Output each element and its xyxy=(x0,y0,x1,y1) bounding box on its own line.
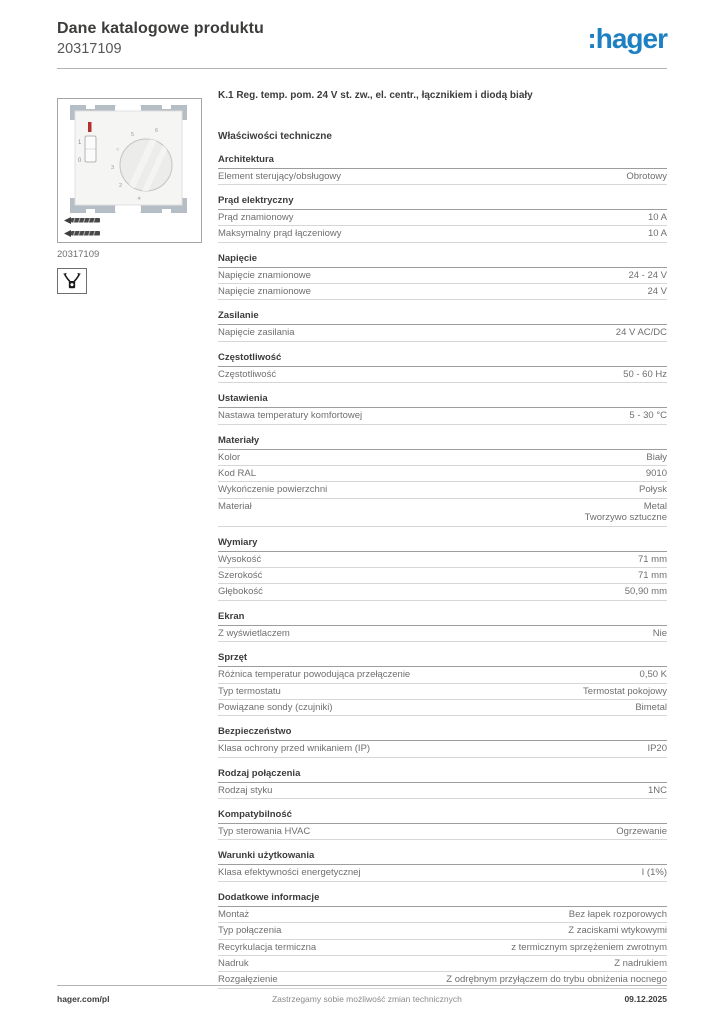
spec-section xyxy=(218,726,667,757)
spec-section-title: Materiały xyxy=(218,435,667,450)
spec-value: 50,90 mm xyxy=(624,586,667,598)
spec-values xyxy=(259,958,667,969)
switch-on-label: 1 xyxy=(78,140,82,146)
spec-section-rows xyxy=(218,450,667,527)
spec-section-title: Prąd elektryczny xyxy=(218,195,667,210)
spec-section-rows xyxy=(218,408,667,424)
spec-row xyxy=(218,956,667,972)
footer-disclaimer: Zastrzegamy sobie możliwość zmian technicznych xyxy=(271,994,462,1004)
spec-label: Wykończenie powierzchni xyxy=(218,484,328,496)
spec-row xyxy=(218,325,667,341)
dial-mark: 6 xyxy=(155,128,159,134)
spec-value: Z nadrukiem xyxy=(614,958,667,970)
spec-label: Głębokość xyxy=(218,586,263,598)
spec-section-rows xyxy=(218,626,667,642)
spec-row xyxy=(218,923,667,939)
spec-row xyxy=(218,226,667,242)
dial-mark: ✳ xyxy=(137,196,142,202)
spec-values xyxy=(420,669,667,680)
spec-section-title: Bezpieczeństwo xyxy=(218,726,667,741)
spec-section xyxy=(218,253,667,301)
spec-values xyxy=(352,228,667,239)
footer-site: hager.com/pl xyxy=(57,994,110,1004)
spec-label: Kod RAL xyxy=(218,468,257,480)
properties-heading: Właściwości techniczne xyxy=(218,130,332,142)
spec-label: Typ termostatu xyxy=(218,685,281,697)
spec-values xyxy=(286,369,667,380)
spec-value: 24 - 24 V xyxy=(628,269,667,281)
spec-row xyxy=(218,907,667,923)
spec-label: Prąd znamionowy xyxy=(218,211,294,223)
spec-section-rows xyxy=(218,325,667,341)
spec-value: z termicznym sprzężeniem zwrotnym xyxy=(511,941,667,953)
spec-section-rows xyxy=(218,169,667,185)
header-divider xyxy=(57,68,667,69)
spec-section xyxy=(218,652,667,716)
spec-values xyxy=(321,270,667,281)
spec-label: Montaż xyxy=(218,908,250,920)
spec-row xyxy=(218,450,667,466)
spec-value: Nie xyxy=(652,627,667,639)
spec-row xyxy=(218,408,667,424)
spec-section-rows xyxy=(218,552,667,601)
spec-section xyxy=(218,892,667,989)
plug-in-terminals-icon xyxy=(57,268,87,294)
spec-row xyxy=(218,499,667,527)
spec-values xyxy=(351,171,667,182)
hager-logo: :hager xyxy=(587,23,667,54)
dial-mark: 2 xyxy=(119,183,123,189)
spec-value: 24 V xyxy=(647,286,667,298)
spec-row xyxy=(218,210,667,226)
spec-label: Nastawa temperatury komfortowej xyxy=(218,410,363,422)
spec-section-title: Wymiary xyxy=(218,537,667,552)
page-title: Dane katalogowe produktu xyxy=(57,20,264,37)
dial-mark: ○ xyxy=(116,147,120,153)
spec-label: Szerokość xyxy=(218,569,263,581)
spec-value: Bimetal xyxy=(635,701,667,713)
spec-section-title: Warunki użytkowania xyxy=(218,850,667,865)
spec-section-rows xyxy=(218,268,667,301)
spec-value: Połysk xyxy=(639,484,667,496)
spec-values xyxy=(273,586,667,597)
spec-label: Napięcie znamionowe xyxy=(218,286,311,298)
spec-section-rows xyxy=(218,741,667,757)
spec-value: 10 A xyxy=(647,211,667,223)
spec-value: 71 mm xyxy=(637,553,667,565)
spec-row xyxy=(218,700,667,716)
spec-label: Element sterujący/obsługowy xyxy=(218,170,342,182)
spec-values xyxy=(291,686,667,697)
dial-mark: 3 xyxy=(111,165,115,171)
spec-section-title: Architektura xyxy=(218,154,667,169)
spec-label: Różnica temperatur powodująca przełączenie xyxy=(218,669,411,681)
product-image-label: 20317109 xyxy=(57,249,100,260)
spec-section-title: Kompatybilność xyxy=(218,809,667,824)
spec-section xyxy=(218,352,667,383)
spec-label: Napięcie znamionowe xyxy=(218,269,311,281)
spec-label: Powiązane sondy (czujniki) xyxy=(218,701,333,713)
led-indicator xyxy=(88,122,92,132)
spec-label: Częstotliwość xyxy=(218,368,277,380)
spec-values xyxy=(259,909,667,920)
spec-values xyxy=(326,942,667,953)
spec-values xyxy=(305,327,667,338)
spec-values xyxy=(337,484,667,495)
spec-section xyxy=(218,809,667,840)
spec-value: I (1%) xyxy=(641,867,667,879)
spec-row xyxy=(218,284,667,300)
spec-value: 9010 xyxy=(645,468,667,480)
spec-row xyxy=(218,568,667,584)
spec-row xyxy=(218,584,667,600)
spec-value: 71 mm xyxy=(637,569,667,581)
spec-section-title: Rodzaj połączenia xyxy=(218,768,667,783)
spec-row xyxy=(218,169,667,185)
spec-section-title: Zasilanie xyxy=(218,310,667,325)
spec-section-rows xyxy=(218,907,667,989)
spec-label: Nadruk xyxy=(218,958,249,970)
spec-section-rows xyxy=(218,824,667,840)
spec-label: Maksymalny prąd łączeniowy xyxy=(218,228,342,240)
spec-value: Tworzywo sztuczne xyxy=(584,512,667,524)
spec-value: Biały xyxy=(646,451,667,463)
spec-value: Metal xyxy=(643,500,667,512)
spec-values xyxy=(300,628,667,639)
spec-section xyxy=(218,768,667,799)
spec-label: Typ połączenia xyxy=(218,925,282,937)
spec-section-rows xyxy=(218,783,667,799)
spec-row xyxy=(218,824,667,840)
spec-section xyxy=(218,435,667,527)
dial-mark: 5 xyxy=(131,132,135,138)
spec-section-rows xyxy=(218,367,667,383)
spec-values xyxy=(262,501,667,524)
spec-section xyxy=(218,850,667,881)
spec-section-rows xyxy=(218,865,667,881)
spec-value: 1NC xyxy=(647,784,667,796)
spec-value: 5 - 30 °C xyxy=(629,410,667,422)
spec-row xyxy=(218,268,667,284)
screw xyxy=(64,217,100,224)
spec-label: Z wyświetlaczem xyxy=(218,627,290,639)
spec-value: 50 - 60 Hz xyxy=(623,368,667,380)
spec-values xyxy=(380,743,667,754)
spec-value: Z odrębnym przyłączem do trybu obniżenia nocnego xyxy=(446,974,667,986)
spec-values xyxy=(321,286,667,297)
switch-off-label: 0 xyxy=(78,158,82,164)
spec-label: Recyrkulacja termiczna xyxy=(218,941,317,953)
product-title: K.1 Reg. temp. pom. 24 V st. zw., el. centr., łącznikiem i diodą biały xyxy=(218,90,533,101)
page-header xyxy=(57,20,667,68)
spec-label: Kolor xyxy=(218,451,241,463)
spec-section-title: Ustawienia xyxy=(218,393,667,408)
spec-values xyxy=(250,452,667,463)
product-media-column xyxy=(57,98,203,294)
spec-label: Typ sterowania HVAC xyxy=(218,826,311,838)
spec-value: IP20 xyxy=(647,743,667,755)
spec-values xyxy=(343,702,667,713)
spec-section xyxy=(218,310,667,341)
spec-row xyxy=(218,684,667,700)
product-image xyxy=(57,98,202,243)
spec-row xyxy=(218,482,667,498)
thermostat-illustration xyxy=(58,99,201,242)
spec-value: 10 A xyxy=(647,228,667,240)
spec-section-title: Dodatkowe informacje xyxy=(218,892,667,907)
spec-section-title: Ekran xyxy=(218,611,667,626)
spec-row xyxy=(218,783,667,799)
spec-values xyxy=(271,554,667,565)
spec-value: Ogrzewanie xyxy=(616,826,667,838)
spec-row xyxy=(218,865,667,881)
spec-section-title: Sprzęt xyxy=(218,652,667,667)
spec-section xyxy=(218,611,667,642)
spec-label: Rodzaj styku xyxy=(218,784,273,796)
spec-value: Termostat pokojowy xyxy=(583,685,667,697)
spec-value: 0,50 K xyxy=(639,669,667,681)
spec-section-rows xyxy=(218,210,667,243)
spec-row xyxy=(218,367,667,383)
footer-date: 09.12.2025 xyxy=(624,994,667,1004)
spec-values xyxy=(304,212,667,223)
spec-value: 24 V AC/DC xyxy=(615,327,667,339)
spec-section-title: Częstotliwość xyxy=(218,352,667,367)
spec-label: Klasa ochrony przed wnikaniem (IP) xyxy=(218,743,371,755)
spec-values xyxy=(272,570,667,581)
spec-row xyxy=(218,466,667,482)
screw xyxy=(64,230,100,237)
spec-label: Napięcie zasilania xyxy=(218,327,295,339)
spec-section xyxy=(218,154,667,185)
spec-label: Wysokość xyxy=(218,553,262,565)
spec-section xyxy=(218,195,667,243)
spec-row xyxy=(218,552,667,568)
header-product-number: 20317109 xyxy=(57,41,122,57)
spec-label: Materiał xyxy=(218,500,252,512)
spec-row xyxy=(218,626,667,642)
main-content xyxy=(57,90,667,999)
spec-section-title: Napięcie xyxy=(218,253,667,268)
spec-values xyxy=(291,925,667,936)
spec-values xyxy=(282,785,667,796)
spec-label: Klasa efektywności energetycznej xyxy=(218,867,361,879)
spec-row xyxy=(218,940,667,956)
spec-label: Rozgałęzienie xyxy=(218,974,278,986)
spec-section xyxy=(218,393,667,424)
spec-value: Z zaciskami wtykowymi xyxy=(568,925,667,937)
spec-values xyxy=(372,410,667,421)
spec-section-rows xyxy=(218,667,667,716)
spec-sections xyxy=(218,154,667,989)
spec-value: Bez łapek rozporowych xyxy=(568,908,667,920)
spec-values xyxy=(320,826,667,837)
spec-values xyxy=(266,468,667,479)
spec-column xyxy=(218,90,667,989)
spec-section xyxy=(218,537,667,601)
page-footer xyxy=(57,985,667,1004)
spec-values xyxy=(371,867,667,878)
spec-value: Obrotowy xyxy=(626,170,667,182)
spec-row xyxy=(218,667,667,683)
spec-row xyxy=(218,741,667,757)
